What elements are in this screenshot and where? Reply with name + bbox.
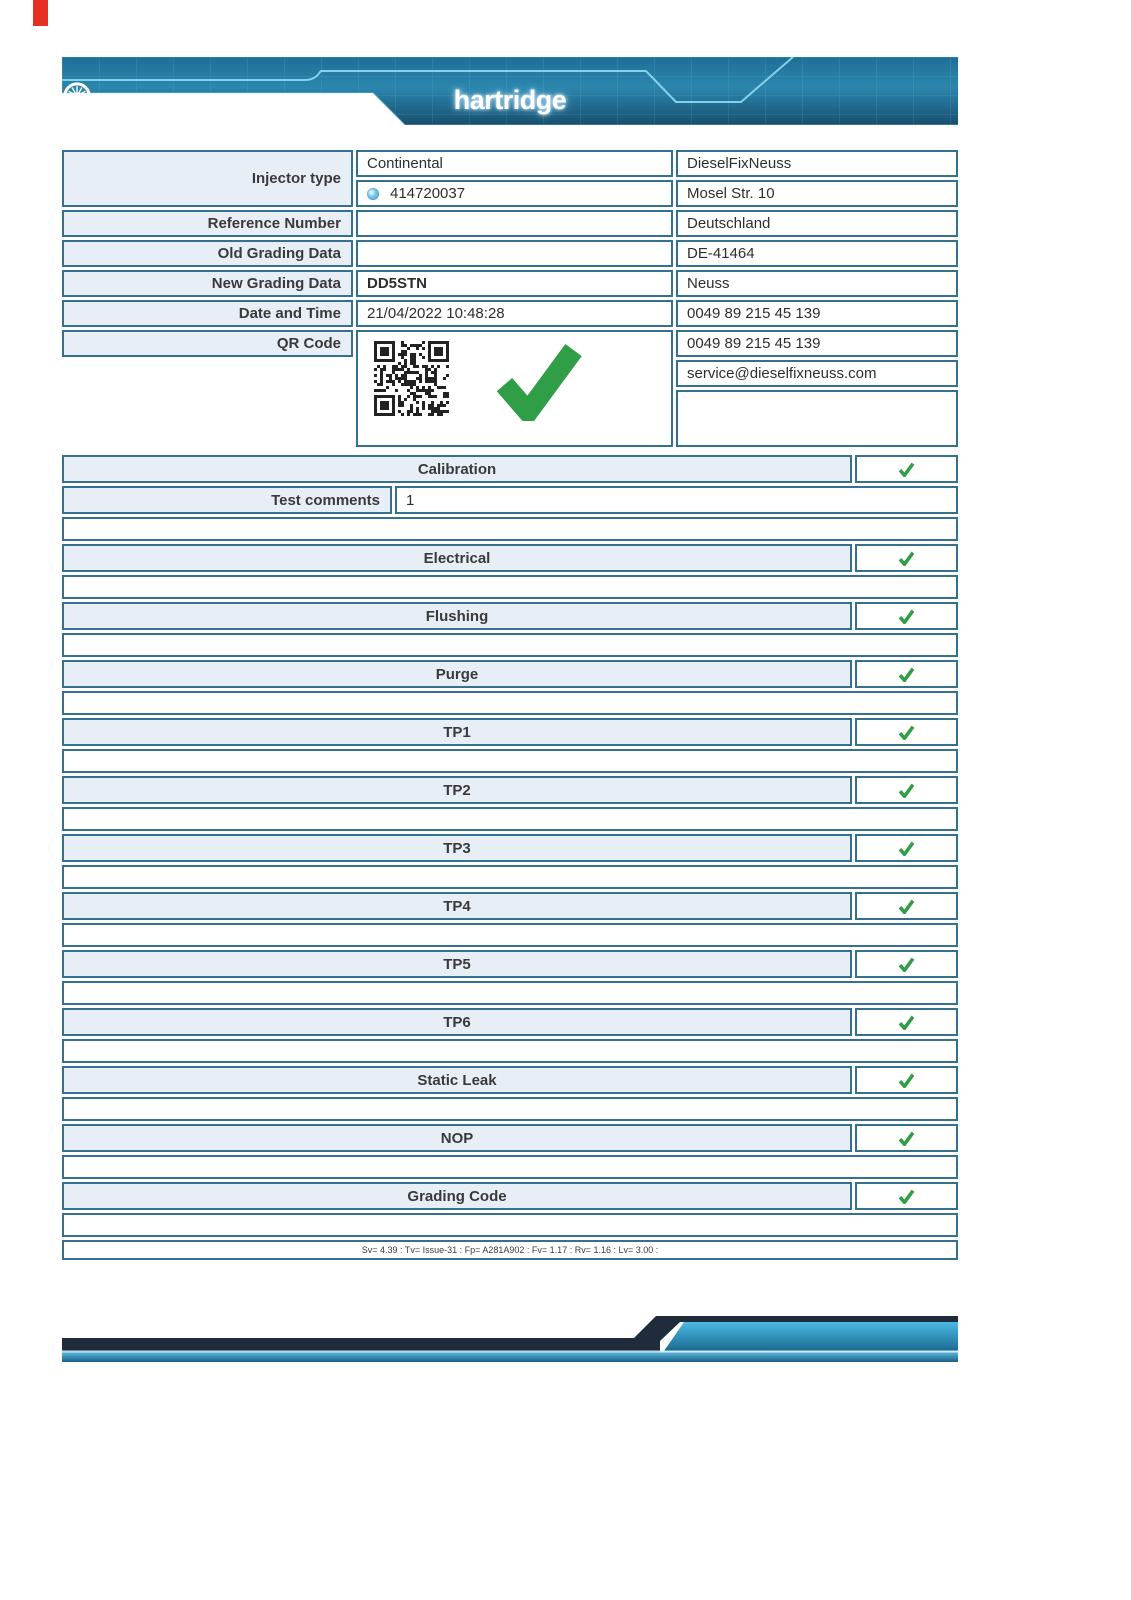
test-section-row: [62, 455, 958, 483]
test-pass-cell: [855, 950, 958, 978]
test-section-title: NOP: [62, 1124, 852, 1152]
test-section-title: Electrical: [62, 544, 852, 572]
injector-info-table: [62, 150, 958, 447]
spacer-row: [62, 1097, 958, 1121]
spacer-row: [62, 865, 958, 889]
test-pass-cell: [855, 660, 958, 688]
pass-check-icon: [898, 783, 915, 798]
pass-check-icon: [898, 551, 915, 566]
version-info-text: Sv= 4.39 : Tv= Issue-31 : Fp= A281A902 : Fv= 1.17 : Rv= 1.16 : Lv= 3.00 :: [361, 1245, 659, 1255]
big-pass-check-icon: [495, 341, 583, 421]
test-section-row: [62, 544, 958, 572]
test-comments-label: Test comments: [62, 486, 392, 514]
pass-check-icon: [898, 1131, 915, 1146]
pass-check-icon: [898, 725, 915, 740]
test-section-title: Grading Code: [62, 1182, 852, 1210]
spacer-row: [62, 1039, 958, 1063]
logo-text: hartridge: [453, 84, 567, 115]
test-section: [62, 834, 958, 889]
customer-empty-cell: [676, 390, 958, 447]
test-section: [62, 718, 958, 773]
spacer-row: [62, 1213, 958, 1237]
test-comments-row: [62, 486, 958, 514]
test-pass-cell: [855, 834, 958, 862]
test-section: [62, 1008, 958, 1063]
test-pass-cell: [855, 1182, 958, 1210]
test-section-row: [62, 1124, 958, 1152]
qr-code: [374, 341, 449, 416]
header-banner: [62, 57, 958, 125]
pass-check-icon: [898, 1189, 915, 1204]
test-section-row: [62, 950, 958, 978]
pass-check-icon: [898, 462, 915, 477]
test-section: [62, 455, 958, 541]
spacer-row: [62, 517, 958, 541]
test-pass-cell: [855, 1008, 958, 1036]
spacer-row: [62, 749, 958, 773]
reference-number-value: [356, 210, 673, 237]
test-comments-value: 1: [395, 486, 958, 514]
pass-check-icon: [898, 841, 915, 856]
pass-check-icon: [898, 609, 915, 624]
test-pass-cell: [855, 1124, 958, 1152]
test-pass-cell: [855, 602, 958, 630]
injector-number-value: 414720037: [390, 185, 466, 202]
customer-phone-1: 0049 89 215 45 139: [676, 300, 958, 327]
customer-postcode: DE-41464: [676, 240, 958, 267]
test-section-row: [62, 602, 958, 630]
test-section-title: TP4: [62, 892, 852, 920]
date-time-label: Date and Time: [62, 300, 353, 327]
test-pass-cell: [855, 776, 958, 804]
customer-email: service@dieselfixneuss.com: [676, 360, 958, 387]
test-section-title: TP5: [62, 950, 852, 978]
test-section: [62, 892, 958, 947]
old-grading-label: Old Grading Data: [62, 240, 353, 267]
injector-make-value: Continental: [356, 150, 673, 177]
injector-number-cell: [356, 180, 673, 207]
test-section: [62, 544, 958, 599]
test-section-title: Purge: [62, 660, 852, 688]
test-section-title: TP6: [62, 1008, 852, 1036]
test-section-title: Flushing: [62, 602, 852, 630]
customer-city: Neuss: [676, 270, 958, 297]
test-pass-cell: [855, 718, 958, 746]
spacer-row: [62, 923, 958, 947]
test-section: [62, 602, 958, 657]
test-section-row: [62, 1066, 958, 1094]
red-marker: [33, 0, 48, 26]
test-section-row: [62, 776, 958, 804]
bottom-banner: [62, 1308, 958, 1362]
test-section-row: [62, 1008, 958, 1036]
customer-name: DieselFixNeuss: [676, 150, 958, 177]
test-section-row: [62, 892, 958, 920]
test-section-title: TP1: [62, 718, 852, 746]
qr-result-cell: [356, 330, 673, 447]
bottom-banner-graphic: [62, 1308, 958, 1362]
test-section-row: [62, 718, 958, 746]
pass-check-icon: [898, 899, 915, 914]
sphere-icon: [367, 188, 379, 200]
spacer-row: [62, 807, 958, 831]
test-section: [62, 1124, 958, 1179]
test-section: [62, 1066, 958, 1121]
test-section-row: [62, 1182, 958, 1210]
test-section: [62, 660, 958, 715]
spacer-row: [62, 691, 958, 715]
test-pass-cell: [855, 1066, 958, 1094]
spacer-row: [62, 1155, 958, 1179]
test-pass-cell: [855, 544, 958, 572]
test-section-row: [62, 660, 958, 688]
test-pass-cell: [855, 455, 958, 483]
header-banner-graphic: [62, 57, 958, 125]
pass-check-icon: [898, 957, 915, 972]
customer-country: Deutschland: [676, 210, 958, 237]
old-grading-value: [356, 240, 673, 267]
date-time-value: 21/04/2022 10:48:28: [356, 300, 673, 327]
test-section: [62, 776, 958, 831]
test-results-table: [62, 455, 958, 1260]
qr-code-label: QR Code: [62, 330, 353, 357]
spacer-row: [62, 575, 958, 599]
customer-phone-2: 0049 89 215 45 139: [676, 330, 958, 357]
test-section-title: Static Leak: [62, 1066, 852, 1094]
test-section-title: TP3: [62, 834, 852, 862]
version-info-row: [62, 1240, 958, 1260]
pass-check-icon: [898, 1015, 915, 1030]
test-section-row: [62, 834, 958, 862]
test-section-title: Calibration: [62, 455, 852, 483]
injector-type-label: Injector type: [62, 150, 353, 207]
pass-check-icon: [898, 1073, 915, 1088]
spacer-row: [62, 633, 958, 657]
reference-number-label: Reference Number: [62, 210, 353, 237]
pass-check-icon: [898, 667, 915, 682]
spacer-row: [62, 981, 958, 1005]
test-section-title: TP2: [62, 776, 852, 804]
test-pass-cell: [855, 892, 958, 920]
new-grading-label: New Grading Data: [62, 270, 353, 297]
customer-street: Mosel Str. 10: [676, 180, 958, 207]
test-section: [62, 950, 958, 1005]
test-section: [62, 1182, 958, 1237]
new-grading-value: DD5STN: [356, 270, 673, 297]
